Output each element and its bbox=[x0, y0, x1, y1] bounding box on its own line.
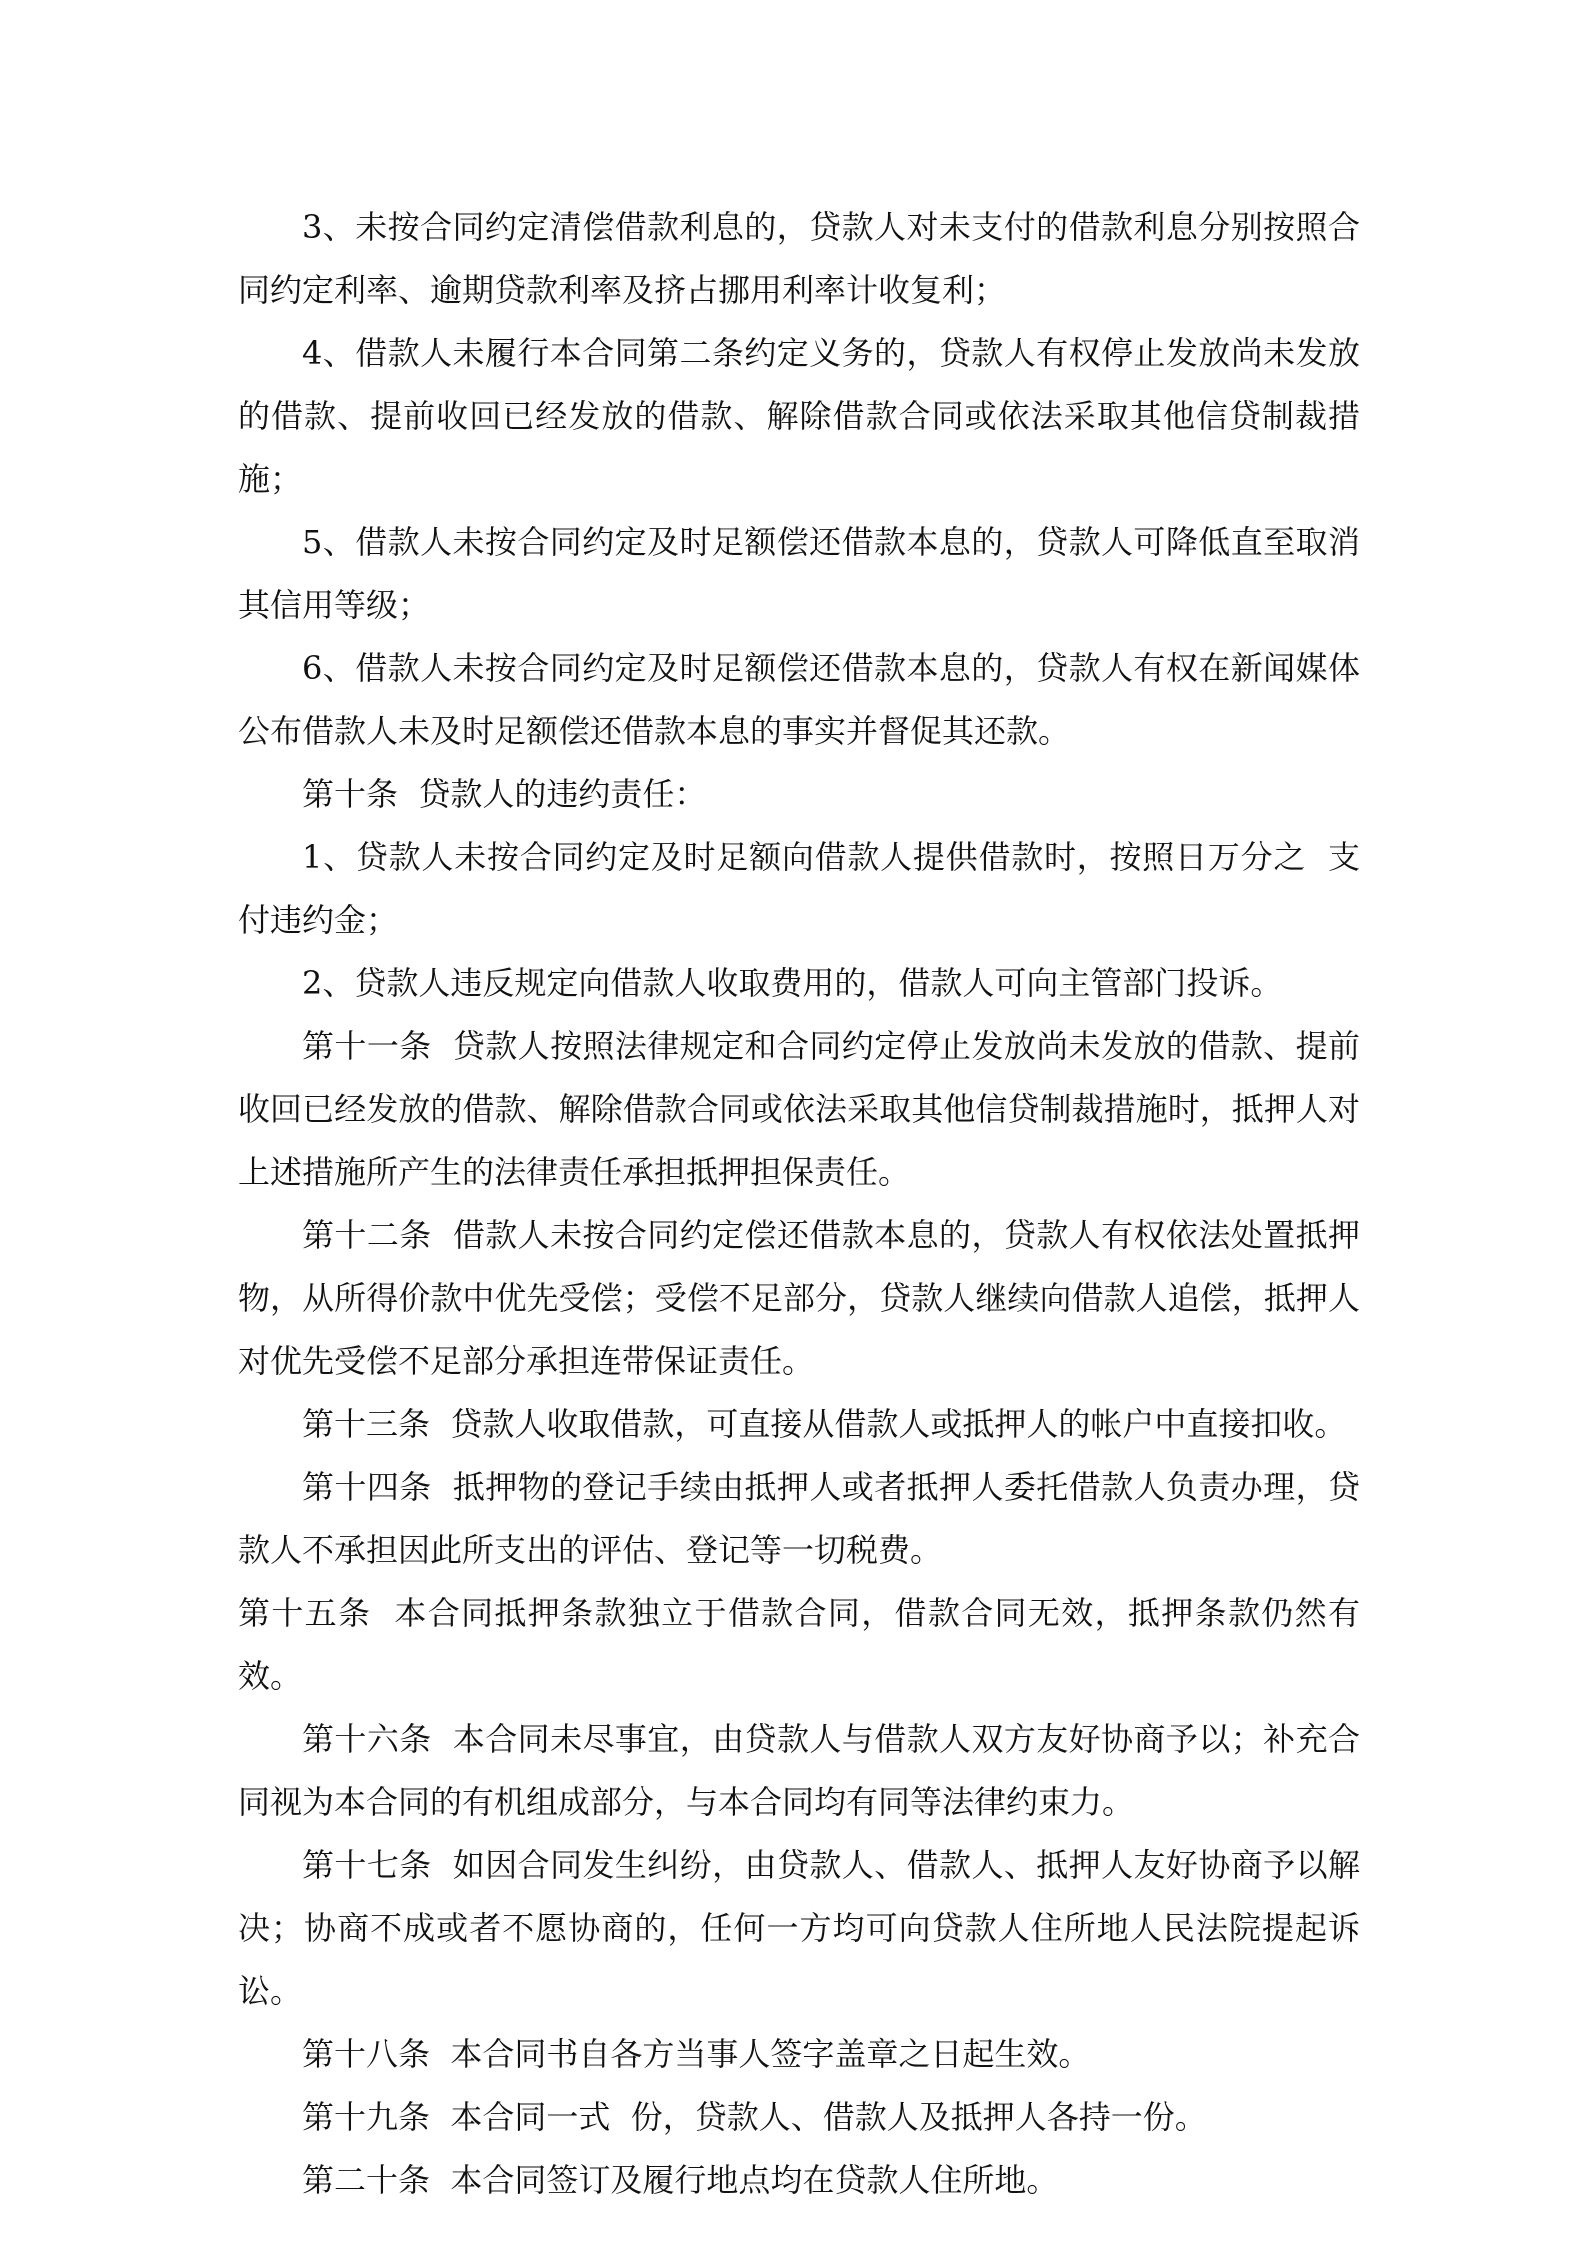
paragraph: 第十四条 抵押物的登记手续由抵押人或者抵押人委托借款人负责办理，贷款人不承担因此所支出的评估、登记等一切税费。 bbox=[238, 1468, 1360, 1569]
paragraph: 1、贷款人未按合同约定及时足额向借款人提供借款时，按照日万分之 支付违约金； bbox=[238, 838, 1360, 939]
paragraph: 第十七条 如因合同发生纠纷，由贷款人、借款人、抵押人友好协商予以解决；协商不成或者不愿协商的，任何一方均可向贷款人住所地人民法院提起诉讼。 bbox=[238, 1846, 1360, 2010]
paragraph: 3、未按合同约定清偿借款利息的，贷款人对未支付的借款利息分别按照合同约定利率、逾期贷款利率及挤占挪用利率计收复利； bbox=[238, 208, 1360, 309]
paragraph: 第二十条 本合同签订及履行地点均在贷款人住所地。 bbox=[302, 2161, 1059, 2199]
paragraph: 第十三条 贷款人收取借款，可直接从借款人或抵押人的帐户中直接扣收。 bbox=[302, 1405, 1347, 1443]
paragraph: 2、贷款人违反规定向借款人收取费用的，借款人可向主管部门投诉。 bbox=[302, 964, 1283, 1002]
paragraph: 6、借款人未按合同约定及时足额偿还借款本息的，贷款人有权在新闻媒体公布借款人未及时足额偿还借款本息的事实并督促其还款。 bbox=[238, 649, 1360, 750]
document-body bbox=[238, 196, 1360, 2212]
paragraph: 4、借款人未履行本合同第二条约定义务的，贷款人有权停止发放尚未发放的借款、提前收回已经发放的借款、解除借款合同或依法采取其他信贷制裁措施； bbox=[238, 334, 1360, 498]
paragraph: 第十五条 本合同抵押条款独立于借款合同，借款合同无效，抵押条款仍然有效。 bbox=[238, 1594, 1360, 1695]
paragraph: 第十九条 本合同一式 份，贷款人、借款人及抵押人各持一份。 bbox=[302, 2098, 1207, 2136]
paragraph: 第十条 贷款人的违约责任： bbox=[302, 775, 707, 813]
paragraph: 5、借款人未按合同约定及时足额偿还借款本息的，贷款人可降低直至取消其信用等级； bbox=[238, 523, 1360, 624]
paragraph: 第十八条 本合同书自各方当事人签字盖章之日起生效。 bbox=[302, 2035, 1091, 2073]
paragraph: 第十六条 本合同未尽事宜，由贷款人与借款人双方友好协商予以；补充合同视为本合同的有机组成部分，与本合同均有同等法律约束力。 bbox=[238, 1720, 1360, 1821]
paragraph: 第十一条 贷款人按照法律规定和合同约定停止发放尚未发放的借款、提前收回已经发放的借款、解除借款合同或依法采取其他信贷制裁措施时，抵押人对上述措施所产生的法律责任承担抵押担保责任。 bbox=[238, 1027, 1360, 1191]
paragraph: 第十二条 借款人未按合同约定偿还借款本息的，贷款人有权依法处置抵押物，从所得价款中优先受偿；受偿不足部分，贷款人继续向借款人追偿，抵押人对优先受偿不足部分承担连带保证责任。 bbox=[238, 1216, 1360, 1380]
